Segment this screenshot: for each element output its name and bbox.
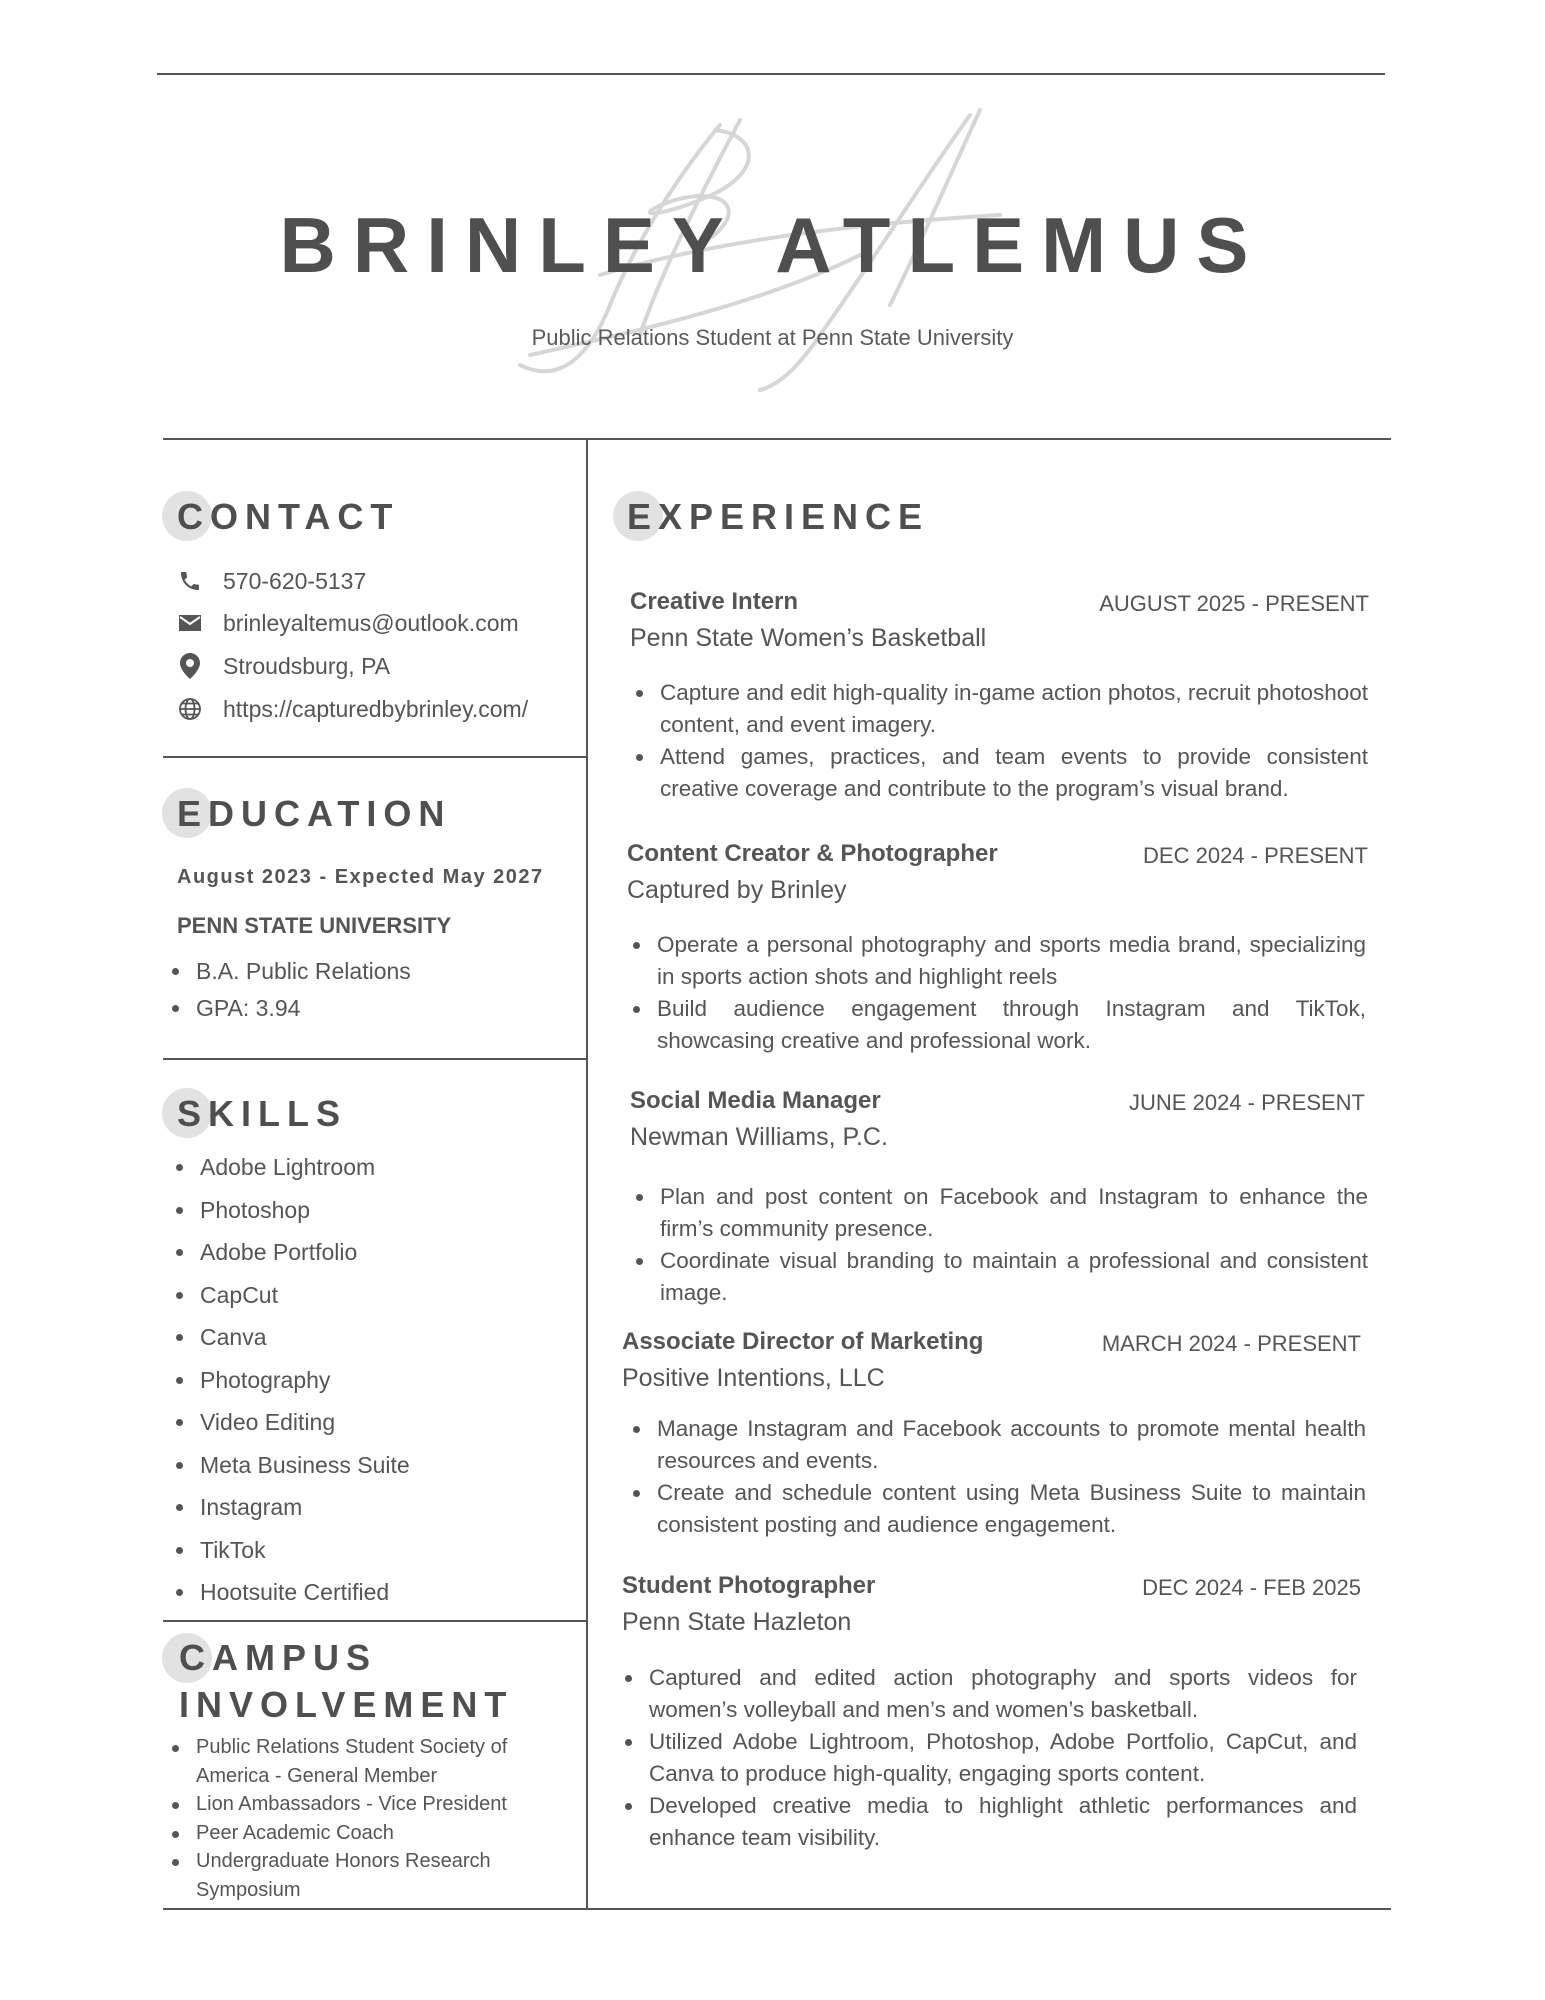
campus-heading-line2: INVOLVEMENT <box>179 1684 514 1725</box>
mail-icon <box>175 608 205 638</box>
list-item: Video Editing <box>172 1401 572 1444</box>
job-organization: Positive Intentions, LLC <box>622 1364 885 1392</box>
list-item: Public Relations Student Society of America - General Member <box>168 1733 548 1790</box>
job-date: DEC 2024 - PRESENT <box>1143 843 1368 868</box>
job-title: Content Creator & Photographer <box>627 840 998 867</box>
list-item: Undergraduate Honors Research Symposium <box>168 1847 548 1904</box>
location-pin-icon <box>175 651 205 681</box>
column-divider <box>586 438 588 1910</box>
education-list <box>168 953 568 1027</box>
contact-location <box>175 648 390 684</box>
list-item: Operate a personal photography and sports media brand, specializing in sports action shots and highlight reels <box>629 929 1366 993</box>
list-item: Photography <box>172 1359 572 1402</box>
experience-heading: EXPERIENCE <box>627 496 930 537</box>
job-bullets <box>621 1662 1357 1854</box>
job-title: Social Media Manager <box>630 1087 881 1114</box>
phone-icon <box>175 566 205 596</box>
job-organization: Newman Williams, P.C. <box>630 1123 888 1151</box>
contact-phone <box>175 563 366 599</box>
list-item: Capture and edit high-quality in-game action photos, recruit photoshoot content, and event imagery. <box>632 677 1368 741</box>
contact-heading: CONTACT <box>177 496 400 537</box>
globe-icon <box>175 694 205 724</box>
list-item: Instagram <box>172 1486 572 1529</box>
candidate-subtitle: Public Relations Student at Penn State University <box>531 325 1014 350</box>
job-bullets <box>632 677 1368 805</box>
skills-bottom-rule <box>163 1620 586 1622</box>
list-item: Canva <box>172 1316 572 1359</box>
job-date: JUNE 2024 - PRESENT <box>1129 1090 1365 1115</box>
header-bottom-rule <box>163 438 1391 440</box>
list-item: B.A. Public Relations <box>168 953 568 990</box>
job-date: MARCH 2024 - PRESENT <box>1101 1331 1361 1356</box>
list-item: Adobe Lightroom <box>172 1146 572 1189</box>
job-organization: Penn State Hazleton <box>622 1608 852 1636</box>
education-heading: EDUCATION <box>177 793 452 834</box>
list-item: Plan and post content on Facebook and Instagram to enhance the firm’s community presence. <box>632 1181 1368 1245</box>
job-organization: Captured by Brinley <box>627 876 847 904</box>
job-date: DEC 2024 - FEB 2025 <box>1142 1575 1361 1600</box>
list-item: Developed creative media to highlight athletic performances and enhance team visibility. <box>621 1790 1357 1854</box>
list-item: Adobe Portfolio <box>172 1231 572 1274</box>
education-date: August 2023 - Expected May 2027 <box>177 866 544 888</box>
list-item: TikTok <box>172 1529 572 1572</box>
skills-list <box>172 1146 572 1614</box>
list-item: Captured and edited action photography and sports videos for women’s volleyball and men’s and women’s basketball. <box>621 1662 1357 1726</box>
list-item: Coordinate visual branding to maintain a professional and consistent image. <box>632 1245 1368 1309</box>
job-bullets <box>629 929 1366 1057</box>
list-item: Build audience engagement through Instagram and TikTok, showcasing creative and professional work. <box>629 993 1366 1057</box>
contact-website <box>175 691 528 727</box>
list-item: Lion Ambassadors - Vice President <box>168 1790 548 1819</box>
contact-email <box>175 605 519 641</box>
job-bullets <box>632 1181 1368 1309</box>
campus-list <box>168 1733 548 1904</box>
list-item: Photoshop <box>172 1189 572 1232</box>
skills-heading: SKILLS <box>177 1093 348 1134</box>
education-bottom-rule <box>163 1058 586 1060</box>
job-title: Creative Intern <box>630 588 799 615</box>
contact-bottom-rule <box>163 756 586 758</box>
list-item: Meta Business Suite <box>172 1444 572 1487</box>
campus-heading-line1: CAMPUS <box>179 1637 378 1678</box>
list-item: CapCut <box>172 1274 572 1317</box>
phone-number[interactable]: 570-620-5137 <box>223 567 367 594</box>
list-item: Attend games, practices, and team events to provide consistent creative coverage and contribute to the program’s visual brand. <box>632 741 1368 805</box>
list-item: Create and schedule content using Meta Business Suite to maintain consistent posting and audience engagement. <box>629 1477 1366 1541</box>
list-item: Hootsuite Certified <box>172 1571 572 1614</box>
candidate-name: BRINLEY ATLEMUS <box>279 201 1266 289</box>
top-rule <box>157 73 1385 75</box>
list-item: Peer Academic Coach <box>168 1819 548 1848</box>
job-organization: Penn State Women’s Basketball <box>630 624 987 652</box>
bottom-rule <box>163 1908 1391 1910</box>
list-item: GPA: 3.94 <box>168 990 568 1027</box>
job-date: AUGUST 2025 - PRESENT <box>1099 591 1369 616</box>
education-school: PENN STATE UNIVERSITY <box>177 913 452 938</box>
job-bullets <box>629 1413 1366 1541</box>
location-text: Stroudsburg, PA <box>223 652 391 679</box>
website-link[interactable]: https://capturedbybrinley.com/ <box>223 695 529 722</box>
job-title: Associate Director of Marketing <box>622 1328 984 1355</box>
job-title: Student Photographer <box>622 1572 876 1599</box>
email-address[interactable]: brinleyaltemus@outlook.com <box>223 609 519 636</box>
list-item: Manage Instagram and Facebook accounts to promote mental health resources and events. <box>629 1413 1366 1477</box>
list-item: Utilized Adobe Lightroom, Photoshop, Adobe Portfolio, CapCut, and Canva to produce high-quality, engaging sports content. <box>621 1726 1357 1790</box>
